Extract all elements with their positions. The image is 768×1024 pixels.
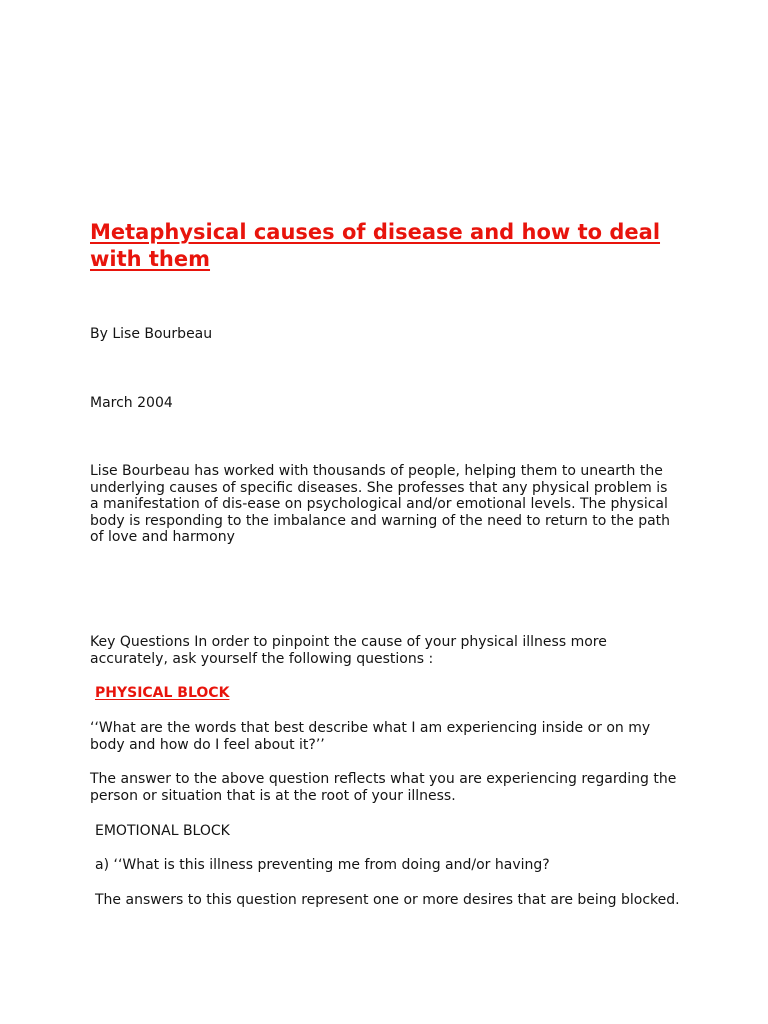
physical-block-question: ‘‘What are the words that best describe what I am experiencing inside or on my body and how do I feel about it?’’ [90,720,651,753]
author-line: By Lise Bourbeau [90,326,213,342]
physical-block-heading: PHYSICAL BLOCK [95,685,230,701]
physical-block-answer: The answer to the above question reflects what you are experiencing regarding the person or situation that is at the root of your illness. [90,771,677,804]
document-title: Metaphysical causes of disease and how to deal with them [90,220,661,271]
emotional-block-answer: The answers to this question represent one or more desires that are being blocked. [95,892,680,908]
emotional-block-heading: EMOTIONAL BLOCK [95,823,230,839]
date-line: March 2004 [90,395,173,411]
emotional-block-question: a) ‘‘What is this illness preventing me from doing and/or having? [95,857,550,873]
key-questions-paragraph: Key Questions In order to pinpoint the cause of your physical illness more accurately, ask yourself the following questions : [90,634,607,667]
intro-paragraph: Lise Bourbeau has worked with thousands of people, helping them to unearth the underlying causes of specific diseases. She professes that any physical problem is a manifestation of dis-ease on psychological and/or emotional levels. The physical body is responding to the imbalance and warning of the need to return to the path of love and harmony [90,463,671,545]
